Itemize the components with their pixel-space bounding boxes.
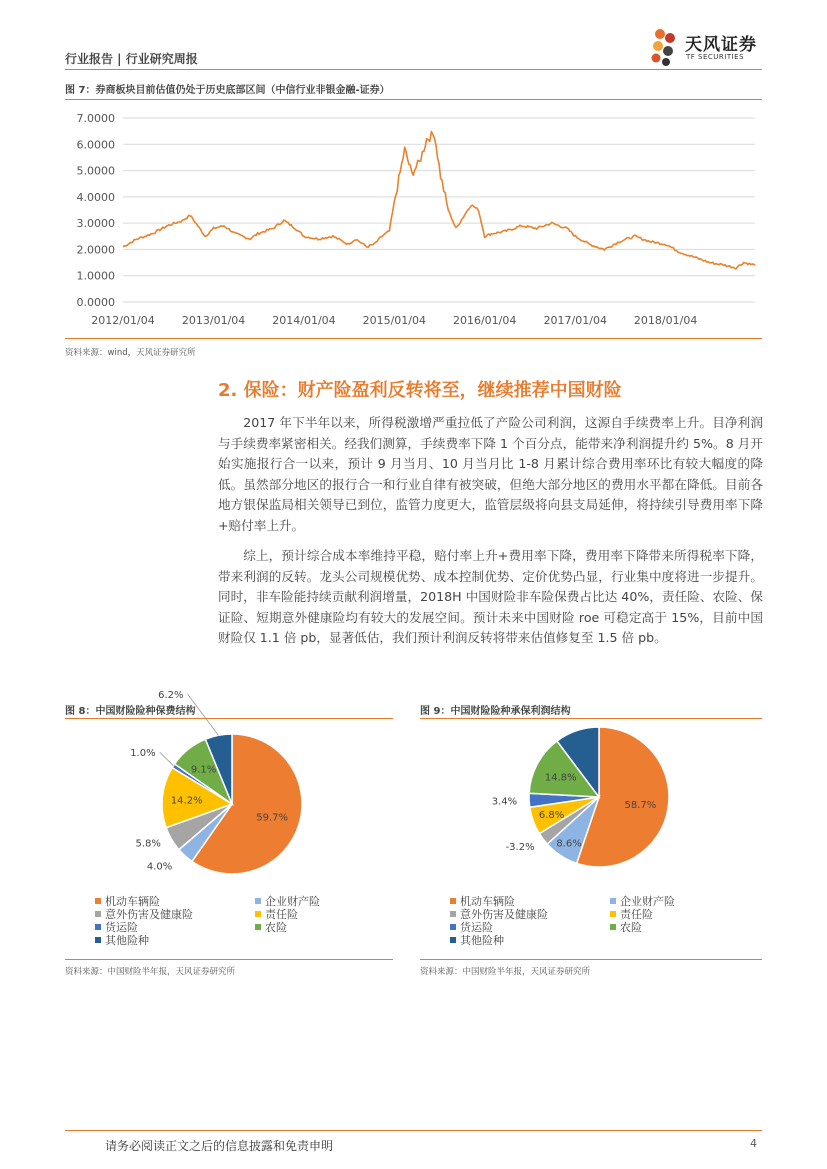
legend-swatch: [95, 937, 101, 943]
legend-label: 农险: [620, 921, 642, 934]
legend-swatch: [95, 898, 101, 904]
y-tick-label: 2.0000: [76, 243, 115, 257]
figure9-bottom-rule: [420, 959, 762, 960]
legend-label: 责任险: [265, 908, 298, 921]
legend-label: 意外伤害及健康险: [460, 908, 548, 921]
logo-mark-icon: [646, 24, 686, 70]
figure8-legend: [95, 893, 395, 953]
paragraph-1: [218, 413, 763, 536]
y-tick-label: 3.0000: [76, 217, 115, 231]
x-tick-label: 2014/01/04: [272, 314, 336, 327]
figure7-title: 图 7：券商板块目前估值仍处于历史底部区间（中信行业非银金融-证券）: [65, 85, 390, 96]
legend-swatch: [450, 911, 456, 917]
legend-label: 其他险种: [460, 934, 504, 947]
figure7-top-rule: [65, 99, 762, 100]
pie-data-label: 58.7%: [624, 799, 657, 811]
figure9-pie-chart: [420, 720, 762, 890]
figure9-title: 图 9：中国财险险种承保利润结构: [420, 706, 571, 717]
legend-item: [255, 919, 287, 935]
leader-line: [160, 752, 174, 766]
x-tick-label: 2016/01/04: [452, 314, 517, 327]
figure8-bottom-rule: [65, 959, 393, 960]
legend-label: 货运险: [105, 921, 138, 934]
legend-label: 企业财产险: [620, 895, 675, 908]
figure8-top-rule: [65, 718, 393, 719]
x-tick-label: 2017/01/04: [543, 314, 607, 327]
paragraph-2: [218, 546, 763, 649]
legend-label: 机动车辆险: [105, 895, 160, 908]
y-tick-label: 5.0000: [76, 164, 115, 178]
legend-item: [95, 932, 149, 948]
legend-label: 机动车辆险: [460, 895, 515, 908]
y-tick-label: 1.0000: [76, 269, 115, 283]
legend-label: 农险: [265, 921, 287, 934]
pie-data-label: 59.7%: [256, 812, 288, 824]
figure7-bottom-rule: [65, 338, 762, 339]
figure8-title: 图 8：中国财险险种保费结构: [65, 706, 196, 717]
x-tick-label: 2013/01/04: [181, 314, 246, 327]
series-line: [123, 132, 755, 269]
x-tick-label: 2015/01/04: [362, 314, 427, 327]
pie-data-label: 6.2%: [158, 690, 184, 701]
legend-swatch: [610, 898, 616, 904]
legend-swatch: [95, 924, 101, 930]
legend-item: [450, 932, 504, 948]
legend-label: 企业财产险: [265, 895, 320, 908]
figure9-top-rule: [420, 718, 762, 719]
legend-swatch: [450, 937, 456, 943]
footer-divider: [65, 1130, 762, 1131]
figure9-source: 资料来源：中国财险半年报，天风证券研究所: [420, 967, 591, 977]
pie-data-label: 3.4%: [491, 796, 518, 808]
figure8-source: 资料来源：中国财险半年报，天风证券研究所: [65, 967, 236, 977]
y-tick-label: 6.0000: [76, 138, 115, 152]
y-tick-label: 4.0000: [76, 190, 115, 204]
pie-data-label: 8.6%: [556, 838, 582, 850]
pie-data-label: 9.1%: [190, 764, 217, 776]
legend-label: 其他险种: [105, 934, 149, 947]
section-title: 2. 保险：财产险盈利反转将至，继续推荐中国财险: [218, 380, 622, 401]
logo-name: 天风证券: [685, 35, 757, 55]
x-tick-label: 2012/01/04: [91, 314, 155, 327]
legend-swatch: [450, 924, 456, 930]
paragraph-2-text: 综上，预计综合成本率维持平稳，赔付率上升+费用率下降，费用率下降带来所得税率下降，带来利润的反转。龙头公司规模优势、成本控制优势、定价优势凸显，行业集中度将进一步提升。同时，非车险能持续贡献利润增量，2018H 中国财险非车险保费占比达 40%，责任险、农险、保证险、短期意外健康险均有较大的发展空间。预计未来中国财险 roe 可稳定高于 15%，目前中国财险仅 1.1 倍 pb，显著低估，我们预计利润反转将带来估值修复至 1.5 倍 pb。: [218, 548, 763, 645]
legend-swatch: [450, 898, 456, 904]
legend-swatch: [255, 924, 261, 930]
legend-swatch: [255, 898, 261, 904]
page-number: 4: [750, 1137, 757, 1150]
pie-data-label: 1.0%: [130, 748, 156, 760]
logo-english: TF SECURITIES: [686, 53, 745, 61]
legend-swatch: [255, 911, 261, 917]
legend-label: 责任险: [620, 908, 653, 921]
legend-label: 货运险: [460, 921, 493, 934]
y-tick-label: 0.0000: [76, 296, 115, 309]
legend-swatch: [610, 911, 616, 917]
legend-swatch: [95, 911, 101, 917]
pie-data-label: 6.8%: [538, 810, 565, 822]
pie-data-label: 14.2%: [170, 795, 203, 807]
figure7-line-chart: [65, 102, 762, 334]
pie-data-label: 5.8%: [135, 838, 161, 850]
pie-data-label: 4.0%: [146, 861, 173, 873]
pie-data-label: 14.8%: [544, 772, 577, 784]
header-title: 行业报告 | 行业研究周报: [65, 52, 198, 66]
legend-swatch: [610, 924, 616, 930]
pie-data-label: -3.2%: [505, 841, 535, 853]
figure7-source: 资料来源：wind，天风证券研究所: [65, 348, 196, 358]
legend-label: 意外伤害及健康险: [105, 908, 193, 921]
y-tick-label: 7.0000: [76, 112, 115, 125]
footer-disclaimer: 请务必阅读正文之后的信息披露和免责申明: [105, 1139, 334, 1153]
paragraph-1-text: 2017 年下半年以来，所得税激增严重拉低了产险公司利润，这源自手续费率上升。目净利润与手续费率紧密相关。经我们测算，手续费率下降 1 个百分点，能带来净利润提升约 5%。8 月开始实施报行合一以来，预计 9 月当月、10 月当月比 1-8 月累计综合费用率环比有较大幅度的降低。虽然部分地区的报行合一和行业自律有被突破，但绝大部分地区的费用水平都在降低。目前各地方银保监局相关领导已到位，监管力度更大，监管层级将向县支局延伸，将持续引导费用率下降+赔付率上升。: [218, 415, 763, 533]
legend-item: [610, 919, 642, 935]
x-tick-label: 2018/01/04: [633, 314, 698, 327]
figure9-legend: [450, 893, 750, 953]
